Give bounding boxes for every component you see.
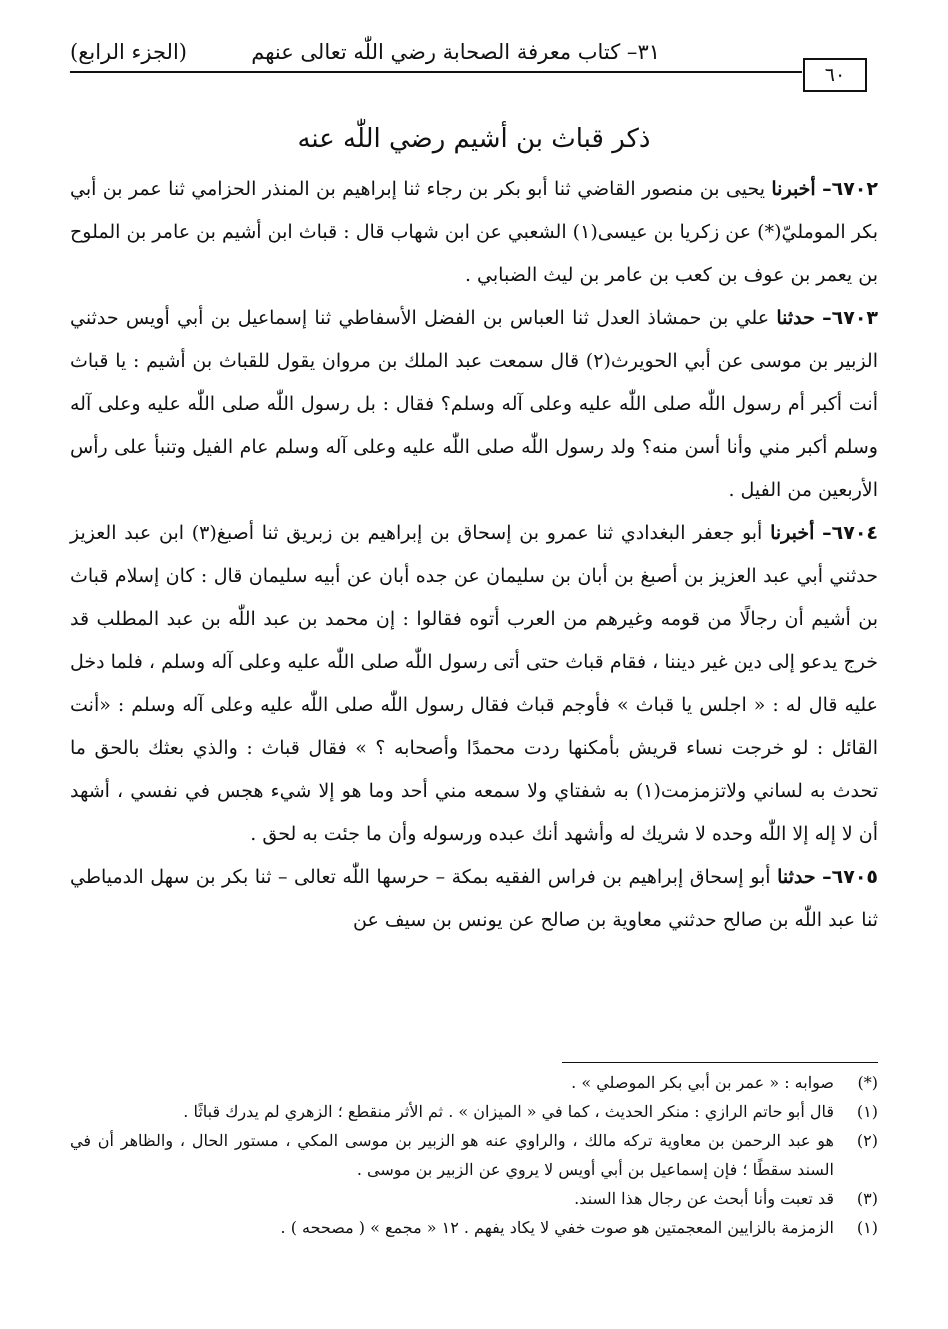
- hadith-entry: [70, 297, 878, 512]
- page-number: ٦٠: [803, 58, 867, 92]
- entry-text: علي بن حمشاذ العدل ثنا العباس بن الفضل الأسفاطي ثنا إسماعيل بن أبي أويس حدثني الزبير بن موسى عن أبي الحويرث(٢) قال سمعت عبد الملك بن مروان يقول للقباث بن أشيم : يا قباث أنت أكبر أم رسول اللّٰه صلى اللّٰه عليه وعلى آله وسلم؟ فقال : بل رسول اللّٰه صلى اللّٰه عليه وعلى آله وسلم أكبر مني وأنا أسن منه؟ ولد رسول اللّٰه صلى اللّٰه عليه وعلى آله وسلم عام الفيل وتنبأ على رأس الأربعين من الفيل .: [70, 307, 878, 501]
- section-heading: ذكر قباث بن أشيم رضي اللّٰه عنه: [297, 124, 651, 154]
- entry-number: ٦٧٠٢–: [822, 178, 878, 200]
- entry-keyword: حدثنا: [777, 866, 816, 888]
- entry-text: أبو إسحاق إبراهيم بن فراس الفقيه بمكة – حرسها اللّٰه تعالى – ثنا بكر بن سهل الدمياطي ثنا عبد اللّٰه بن صالح حدثني معاوية بن صالح عن يونس بن سيف عن: [70, 866, 878, 931]
- footnote: [70, 1184, 878, 1213]
- footnote-text: صوابه : « عمر بن أبي بكر الموصلي » .: [571, 1073, 834, 1092]
- footnotes: [70, 1068, 878, 1242]
- main-text: [70, 168, 878, 942]
- footnote: [70, 1126, 878, 1184]
- entry-text: يحيى بن منصور القاضي ثنا أبو بكر بن رجاء ثنا إبراهيم بن المنذر الحزامي ثنا عمر بن أبي بكر المومليّ(*) عن زكريا بن عيسى(١) الشعبي عن ابن شهاب قال : قباث ابن أشيم بن عامر بن الملوح بن يعمر بن عوف بن كعب بن عامر بن ليث الضبابي .: [70, 178, 878, 286]
- footnote-mark: (١): [856, 1102, 878, 1121]
- footnote-rule: [562, 1062, 878, 1063]
- volume-label: (الجزء الرابع): [70, 40, 187, 64]
- hadith-entry: [70, 512, 878, 856]
- footnote-mark: (*): [857, 1073, 878, 1092]
- footnote-mark: (١): [856, 1218, 878, 1237]
- chapter-title: ٣١– كتاب معرفة الصحابة رضي اللّٰه تعالى عنهم: [251, 40, 660, 64]
- entry-number: ٦٧٠٥–: [822, 866, 879, 888]
- hadith-entry: [70, 168, 878, 297]
- entry-keyword: أخبرنا: [770, 522, 815, 544]
- hadith-entry: [70, 856, 878, 942]
- footnote-text: قال أبو حاتم الرازي : منكر الحديث ، كما في « الميزان » . ثم الأثر منقطع ؛ الزهري لم يدرك قباثًا .: [183, 1102, 834, 1121]
- footnote: [70, 1213, 878, 1242]
- entry-keyword: أخبرنا: [771, 178, 816, 200]
- footnote: [70, 1068, 878, 1097]
- footnote-mark: (٢): [856, 1131, 878, 1150]
- entry-number: ٦٧٠٣–: [822, 307, 879, 329]
- entry-text: أبو جعفر البغدادي ثنا عمرو بن إسحاق بن إبراهيم بن زبريق ثنا أصبغ(٣) ابن عبد العزيز حدثني أبي عبد العزيز بن أصبغ بن أبان بن سليمان عن جده أبان عن أبيه سليمان قال : كان إسلام قباث بن أشيم أن رجالًا من قومه وغيرهم من العرب أتوه فقالوا : إن محمد بن عبد اللّٰه بن عبد المطلب قد خرج يدعو إلى دين غير ديننا ، فقام قباث حتى أتى رسول اللّٰه صلى اللّٰه عليه وعلى آله وسلم ، فلما دخل عليه قال له : « اجلس يا قباث » فأوجم قباث فقال رسول اللّٰه صلى اللّٰه عليه وعلى آله وسلم : «أنت القائل : لو خرجت نساء قريش بأمكنها ردت محمدًا وأصحابه ؟ » فقال قباث : والذي بعثك بالحق ما تحدث به لساني ولاتزمزمت(١) به شفتاي ولا سمعه مني أحد وما هو إلا شيء هجس في نفسي ، أشهد أن لا إله إلا اللّٰه وحده لا شريك له وأشهد أنك عبده ورسوله وأن ما جئت به لحق .: [70, 522, 878, 845]
- footnote-mark: (٣): [856, 1189, 878, 1208]
- footnote-text: هو عبد الرحمن بن معاوية تركه مالك ، والراوي عنه هو الزبير بن موسى المكي ، مستور الحال ، والظاهر أن في السند سقطًا ؛ فإن إسماعيل بن أبي أويس لا يروي عن الزبير بن موسى .: [70, 1131, 834, 1179]
- footnote-text: الزمزمة بالزايين المعجمتين هو صوت خفي لا يكاد يفهم . ١٢ « مجمع » ( مصححه ) .: [280, 1218, 834, 1237]
- footnote: [70, 1097, 878, 1126]
- entry-keyword: حدثنا: [776, 307, 815, 329]
- footnote-text: قد تعبت وأنا أبحث عن رجال هذا السند.: [574, 1189, 834, 1208]
- header-rule: [70, 71, 802, 73]
- entry-number: ٦٧٠٤–: [822, 522, 879, 544]
